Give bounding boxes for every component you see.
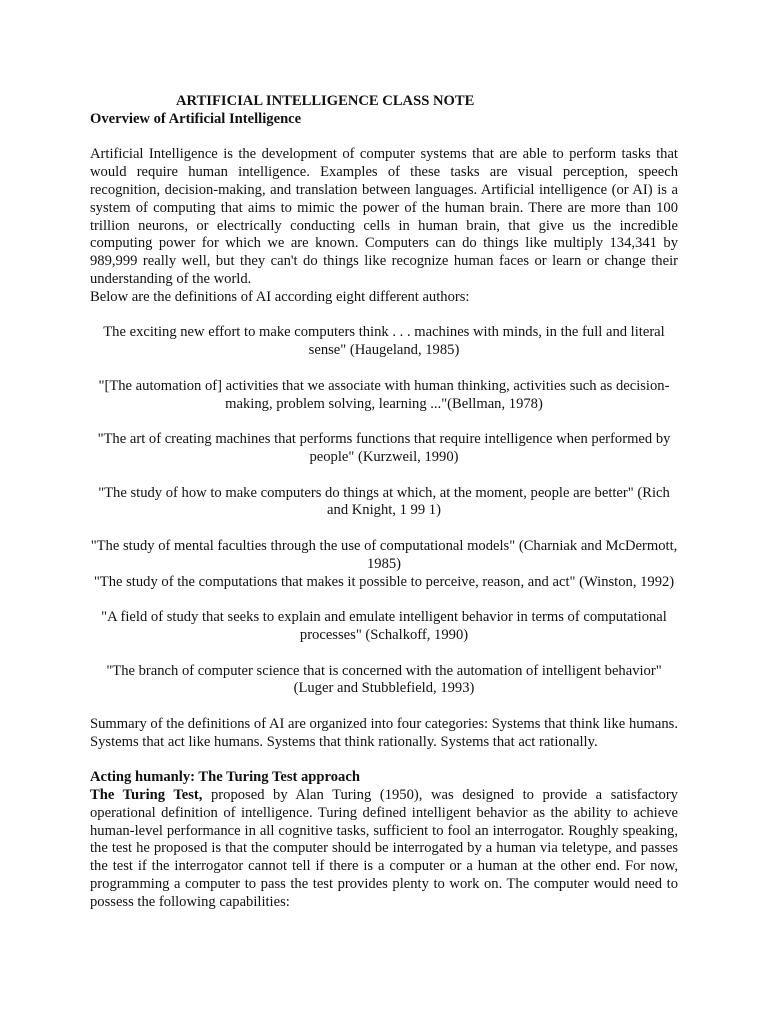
- intro-paragraph: Artificial Intelligence is the development of computer systems that are able to perform tasks that would require human intelligence. Examples of these tasks are visual perception, speech recognition, decision-making, and translation between languages. Artificial intelligence (or AI) is a system of computing that aims to mimic the power of the human brain. There are more than 100 trillion neurons, or electrically conducting cells in human brain, that give us the incredible computing power for which we are known. Computers can do things like multiply 134,341 by 989,999 really well, but they can't do things like recognize human faces or learn or change their understanding of the world.: [90, 146, 678, 287]
- definition-quote: "The art of creating machines that performs functions that require intelligence when performed by people" (Kurzweil, 1990): [97, 431, 671, 465]
- definition-quote: "A field of study that seeks to explain and emulate intelligent behavior in terms of computational processes" (Schalkoff, 1990): [101, 609, 667, 643]
- spacer: [90, 307, 678, 325]
- definition-quote: "[The automation of] activities that we associate with human thinking, activities such as decision-making, problem solving, learning ..."(Bellman, 1978): [98, 377, 670, 412]
- definition-quote: "The study of the computations that makes it possible to perceive, reason, and act" (Winston, 1992): [93, 573, 675, 590]
- document-page: [90, 93, 678, 912]
- section-heading: Overview of Artificial Intelligence: [90, 110, 302, 127]
- summary-paragraph: Summary of the definitions of AI are organized into four categories: Systems that think like humans. Systems that act like humans. Systems that think rationally. Systems that act rationally.: [90, 715, 678, 750]
- definition-quote: "The branch of computer science that is concerned with the automation of intelligent behavior" (Luger and Stubblefield, 1993): [106, 662, 662, 697]
- document-title: ARTIFICIAL INTELLIGENCE CLASS NOTE: [176, 93, 475, 109]
- definitions-intro: Below are the definitions of AI according eight different authors:: [90, 288, 470, 305]
- spacer: [90, 645, 678, 663]
- turing-paragraph: [90, 787, 678, 912]
- turing-lead: The Turing Test,: [90, 787, 203, 804]
- definition-quote: "The study of mental faculties through the use of computational models" (Charniak and McDermott, 1985): [90, 537, 678, 572]
- spacer: [90, 413, 678, 431]
- spacer: [90, 751, 678, 769]
- spacer: [90, 129, 678, 147]
- turing-heading: Acting humanly: The Turing Test approach: [90, 769, 360, 786]
- definition-quote: The exciting new effort to make computers think . . . machines with minds, in the full and literal sense" (Haugeland, 1985): [103, 324, 665, 359]
- spacer: [90, 360, 678, 378]
- spacer: [90, 520, 678, 538]
- definition-quote: "The study of how to make computers do things at which, at the moment, people are better" (Rich and Knight, 1 99 1): [98, 484, 670, 519]
- turing-body: proposed by Alan Turing (1950), was designed to provide a satisfactory operational definition of intelligence. Turing defined intelligent behavior as the ability to achieve human-level performance in all cognitive tasks, sufficient to fool an interrogator. Roughly speaking, the test he proposed is that the computer should be interrogated by a human via teletype, and passes the test if the interrogator cannot tell if there is a computer or a human at the other end. For now, programming a computer to pass the test provides plenty to work on. The computer would need to possess the following capabilities:: [90, 787, 678, 910]
- spacer: [90, 591, 678, 609]
- spacer: [90, 467, 678, 485]
- spacer: [90, 698, 678, 716]
